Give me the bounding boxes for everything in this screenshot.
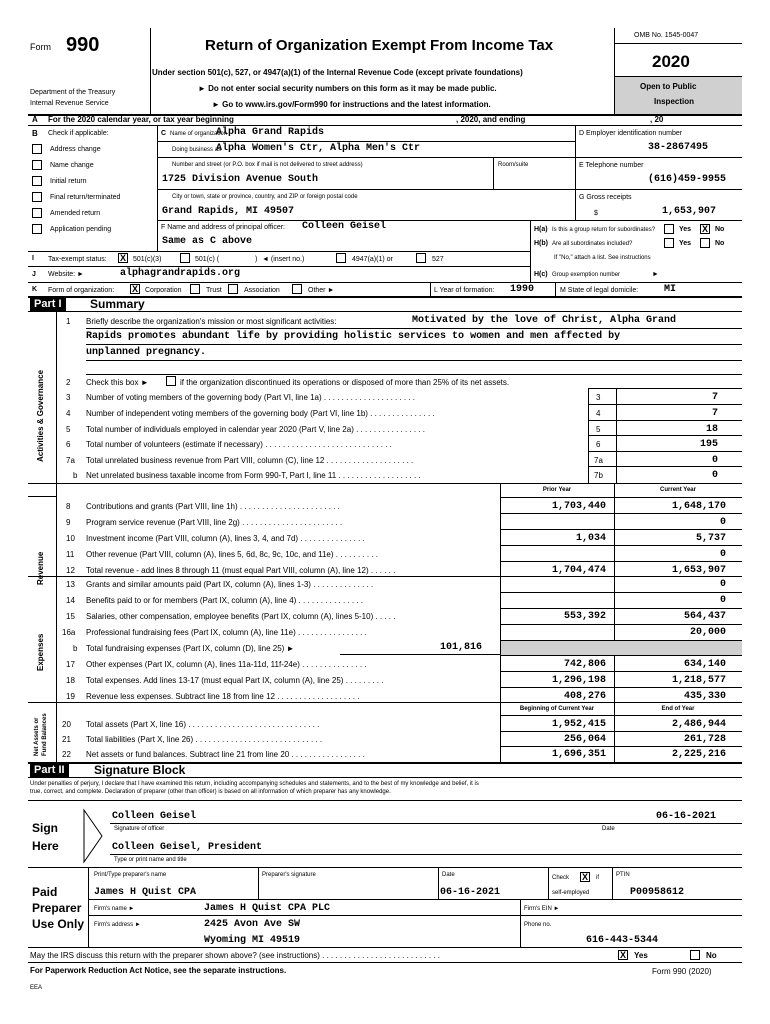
here-label: Here — [32, 839, 59, 853]
line-k-letter: K — [32, 286, 38, 293]
notice-irs-link: ► Go to www.irs.gov/Form990 for instructions and the latest information. — [212, 100, 491, 109]
corporation-label: Corporation — [145, 287, 182, 294]
section-b-letter: B — [32, 129, 38, 138]
line-a-end: , 20 — [650, 115, 664, 124]
ptin-label: PTIN — [616, 872, 630, 878]
col-beginning-year: Beginning of Current Year — [519, 706, 595, 712]
gov-line-text: Net unrelated business taxable income from Form 990-T, Part I, line 11 . . . . . . . . . . . . . . . . . . . — [86, 471, 421, 480]
exp-line-prior[interactable]: 742,806 — [563, 659, 606, 670]
form-title: Return of Organization Exempt From Income Tax — [205, 37, 554, 54]
preparer-signature-label: Preparer's signature — [262, 872, 316, 878]
officer-label: F Name and address of principal officer: — [161, 224, 285, 231]
date-label: Date — [602, 826, 615, 832]
exp-line-num: 17 — [66, 660, 75, 669]
h-note: If "No," attach a list. See instructions — [554, 255, 651, 261]
gov-line-num: 4 — [66, 409, 71, 418]
association-checkbox[interactable] — [228, 284, 238, 294]
inspection: Inspection — [654, 97, 695, 106]
paperwork-notice: For Paperwork Reduction Act Notice, see the separate instructions. — [30, 966, 287, 975]
line16b-value[interactable]: 101,816 — [440, 642, 483, 653]
527-checkbox[interactable] — [416, 253, 426, 263]
officer-signature[interactable]: Colleen Geisel — [112, 811, 197, 822]
exp-line-current[interactable]: 20,000 — [689, 627, 726, 638]
rev-line-current[interactable]: 0 — [719, 549, 726, 560]
discuss-yes-x: X — [619, 950, 626, 960]
ha-yes-checkbox[interactable] — [664, 224, 674, 234]
exp-line-text: Other expenses (Part IX, column (A), lines 11a-11d, 11f-24e) . . . . . . . . . . . . . . . — [86, 660, 367, 669]
omb-number: OMB No. 1545-0047 — [634, 32, 699, 39]
form-org-label: Form of organization: — [48, 287, 115, 294]
form-number: 990 — [66, 34, 100, 56]
rev-line-text: Investment income (Part VIII, column (A), lines 3, 4, and 7d) . . . . . . . . . . . . . . . — [86, 534, 365, 543]
officer-address[interactable]: Same as C above — [162, 236, 253, 247]
phone-no-label: Phone no. — [524, 922, 552, 928]
hb-yes-label: Yes — [679, 240, 692, 247]
exp-line-num: 13 — [66, 580, 75, 589]
paid-label: Paid — [32, 885, 58, 899]
city-state-zip[interactable]: Grand Rapids, MI 49507 — [162, 206, 295, 217]
side-expenses: Expenses — [36, 633, 45, 671]
discuss-yes-label: Yes — [634, 951, 648, 960]
sign-label: Sign — [32, 821, 58, 835]
room-suite-label: Room/suite — [498, 162, 529, 168]
line-j-letter: J — [32, 271, 36, 278]
rev-line-num: 8 — [66, 502, 71, 511]
gov-line-text: Total number of individuals employed in calendar year 2020 (Part V, line 2a) . . . . . . . . . . . . . . . . — [86, 425, 425, 434]
rev-line-num: 12 — [66, 566, 75, 575]
ein-label: D Employer identification number — [579, 130, 683, 137]
gov-line-num: 7a — [66, 456, 75, 465]
open-to-public: Open to Public — [640, 82, 697, 91]
col-end-year: End of Year — [661, 706, 695, 712]
net-line-end[interactable]: 261,728 — [683, 734, 726, 745]
exp-line-current[interactable]: 564,437 — [683, 611, 726, 622]
form-footer: Form 990 (2020) — [652, 967, 712, 976]
exp-line-prior[interactable]: 553,392 — [563, 611, 606, 622]
gov-line-text: Number of independent voting members of the governing body (Part VI, line 1b) . . . . . . . . . . . . . . . — [86, 409, 435, 418]
rev-line-text: Contributions and grants (Part VIII, line 1h) . . . . . . . . . . . . . . . . . . . . . . . — [86, 502, 340, 511]
exp-line-current[interactable]: 634,140 — [683, 659, 726, 670]
initial-return-label: Initial return — [50, 178, 87, 185]
website-label: Website: ► — [48, 271, 84, 278]
line1-text: Briefly describe the organization's mission or most significant activities: — [86, 317, 337, 326]
gov-line-num: 6 — [66, 440, 71, 449]
year-formation-label: L Year of formation: — [434, 287, 495, 294]
form-subtitle: Under section 501(c), 527, or 4947(a)(1) of the Internal Revenue Code (except private foundations) — [152, 68, 523, 77]
corporation-x: X — [131, 284, 138, 294]
mission-line3[interactable]: unplanned pregnancy. — [86, 347, 207, 358]
gross-receipts-label: G Gross receipts — [579, 194, 632, 201]
line-a-letter: A — [32, 115, 38, 124]
dba-label: Doing business as — [172, 147, 222, 153]
net-line-begin[interactable]: 256,064 — [563, 734, 606, 745]
exp-line-prior[interactable]: 1,296,198 — [551, 675, 606, 686]
self-employed-x: X — [581, 872, 588, 882]
trust-label: Trust — [206, 287, 222, 294]
dba-name[interactable]: Alpha Women's Ctr, Alpha Men's Ctr — [216, 143, 421, 154]
rev-line-prior[interactable]: 1,703,440 — [551, 501, 606, 512]
preparer-ptin[interactable]: P00958612 — [630, 887, 685, 898]
address-change-checkbox[interactable] — [32, 144, 42, 154]
rev-line-current[interactable]: 1,653,907 — [671, 565, 726, 576]
dept-line1: Department of the Treasury — [30, 89, 116, 96]
rev-line-text: Other revenue (Part VIII, column (A), lines 5, 6d, 8c, 9c, 10c, and 11e) . . . . . . . . . . — [86, 550, 378, 559]
line2-num: 2 — [66, 378, 71, 387]
year-formation-value[interactable]: 1990 — [510, 284, 535, 295]
officer-name[interactable]: Colleen Geisel — [302, 221, 387, 232]
form-label: Form — [30, 42, 51, 52]
part1-label: Part I — [30, 297, 66, 311]
gov-line-text: Total unrelated business revenue from Part VIII, column (C), line 12 . . . . . . . . . . . . . . . . . . . . — [86, 456, 414, 465]
discuss-yes-checkbox[interactable] — [618, 950, 628, 960]
perjury-line2: true, correct, and complete. Declaration of preparer (other than officer) is based on all information of which preparer has any knowledge. — [30, 789, 391, 795]
firm-name-label: Firm's name ► — [94, 906, 135, 912]
gov-line-value[interactable]: 0 — [711, 455, 718, 466]
501c3-checkbox[interactable] — [118, 253, 128, 263]
gross-receipts-value[interactable]: 1,653,907 — [662, 206, 717, 217]
discontinued-checkbox[interactable] — [166, 376, 176, 386]
org-name[interactable]: Alpha Grand Rapids — [216, 127, 325, 138]
501c-close: ) — [255, 256, 258, 263]
firm-ein-label: Firm's EIN ► — [524, 906, 560, 912]
other-checkbox[interactable] — [292, 284, 302, 294]
discuss-no-label: No — [706, 951, 717, 960]
side-net-assets: Net Assets or — [34, 717, 40, 756]
hc-arrow: ► — [652, 271, 659, 278]
side-revenue: Revenue — [36, 551, 45, 585]
sign-here-arrow-icon — [82, 806, 104, 866]
exp-line-text: Benefits paid to or for members (Part IX, column (A), line 4) . . . . . . . . . . . . . . . — [86, 596, 363, 605]
rev-line-text: Program service revenue (Part VIII, line 2g) . . . . . . . . . . . . . . . . . . . . . . . — [86, 518, 343, 527]
col-prior-year: Prior Year — [542, 487, 572, 493]
gov-line-box: 5 — [596, 425, 601, 434]
4947-label: 4947(a)(1) or — [352, 256, 393, 263]
name-change-checkbox[interactable] — [32, 160, 42, 170]
firm-address-line1[interactable]: 2425 Avon Ave SW — [204, 919, 301, 930]
gov-line-value[interactable]: 7 — [711, 408, 718, 419]
hc-text: Group exemption number — [552, 272, 621, 278]
section-c-letter: C — [161, 130, 167, 137]
501c-label: 501(c) ( — [195, 256, 220, 263]
line2-text: Check this box ► — [86, 378, 149, 387]
rev-line-num: 10 — [66, 534, 75, 543]
hb-text: Are all subordinates included? — [552, 241, 633, 247]
part2-label: Part II — [30, 763, 69, 777]
officer-signature-label: Signature of officer — [114, 826, 165, 832]
ha-label: H(a) — [534, 226, 548, 233]
net-line-text: Total assets (Part X, line 16) . . . . . . . . . . . . . . . . . . . . . . . . . . . . . . — [86, 720, 320, 729]
hb-yes-checkbox[interactable] — [664, 238, 674, 248]
ha-text: Is this a group return for subordinates? — [552, 227, 656, 233]
amended-return-checkbox[interactable] — [32, 208, 42, 218]
perjury-line1: Under penalties of perjury, I declare that I have examined this return, including accompanying schedules and statements, and to the best of my knowledge and belief, it is — [30, 781, 479, 787]
net-line-begin[interactable]: 1,696,351 — [551, 749, 606, 760]
preparer-date-label: Date — [442, 872, 455, 878]
gov-line-box: 7b — [594, 471, 603, 480]
hb-label: H(b) — [534, 240, 548, 247]
city-label: City or town, state or province, country, and ZIP or foreign postal code — [172, 194, 358, 200]
association-label: Association — [244, 287, 280, 294]
initial-return-checkbox[interactable] — [32, 176, 42, 186]
website-value[interactable]: alphagrandrapids.org — [120, 268, 241, 279]
ha-no-label: No — [715, 226, 725, 233]
gov-line-box: 7a — [594, 456, 603, 465]
tax-year: 2020 — [652, 52, 690, 71]
net-line-end[interactable]: 2,486,944 — [671, 719, 726, 730]
net-line-end[interactable]: 2,225,216 — [671, 749, 726, 760]
net-line-begin[interactable]: 1,952,415 — [551, 719, 606, 730]
phone-label: E Telephone number — [579, 162, 644, 169]
gov-line-value[interactable]: 7 — [711, 392, 718, 403]
col-current-year: Current Year — [660, 487, 696, 493]
address-change-label: Address change — [50, 146, 101, 153]
rev-line-text: Total revenue - add lines 8 through 11 (must equal Part VIII, column (A), line 12) . . . . . . — [86, 566, 396, 575]
exp-line-text: Total expenses. Add lines 13-17 (must equal Part IX, column (A), line 25) . . . . . . . . . — [86, 676, 384, 685]
4947-checkbox[interactable] — [336, 253, 346, 263]
line16b-text: Total fundraising expenses (Part IX, column (D), line 25) ► — [86, 644, 295, 653]
exp-line-num: 18 — [66, 676, 75, 685]
notice-ssn: ► Do not enter social security numbers on this form as it may be made public. — [198, 84, 497, 93]
firm-name[interactable]: James H Quist CPA PLC — [204, 903, 331, 914]
exp-line-current[interactable]: 1,218,577 — [671, 675, 726, 686]
use-only-label: Use Only — [32, 917, 85, 931]
gov-line-value[interactable]: 18 — [705, 424, 718, 435]
exp-line-text: Professional fundraising fees (Part IX, column (A), line 11e) . . . . . . . . . . . . . . . . — [86, 628, 367, 637]
preparer-date[interactable]: 06-16-2021 — [440, 887, 501, 898]
rev-line-current[interactable]: 5,737 — [695, 533, 726, 544]
ha-no-checkbox[interactable] — [700, 224, 710, 234]
side-governance: Activities & Governance — [36, 369, 45, 462]
exp-line-num: 14 — [66, 596, 75, 605]
preparer-name[interactable]: James H Quist CPA — [94, 887, 197, 898]
exp-line-num: 16a — [62, 628, 76, 637]
net-line-num: 22 — [62, 750, 71, 759]
net-line-text: Total liabilities (Part X, line 26) . . . . . . . . . . . . . . . . . . . . . . . . . . . . . — [86, 735, 323, 744]
net-line-num: 21 — [62, 735, 71, 744]
rev-line-current[interactable]: 0 — [719, 517, 726, 528]
street-label: Number and street (or P.O. box if mail is not delivered to street address) — [172, 162, 363, 168]
line-a-text: For the 2020 calendar year, or tax year beginning — [48, 115, 234, 124]
phone-value[interactable]: (616)459-9955 — [648, 174, 727, 185]
501c3-label: 501(c)(3) — [133, 256, 162, 263]
other-label: Other ► — [308, 287, 335, 294]
state-domicile-label: M State of legal domicile: — [560, 287, 639, 294]
gov-line-num: 3 — [66, 393, 71, 402]
gov-line-text: Number of voting members of the governing body (Part VI, line 1a) . . . . . . . . . . . . . . . . . . . . . — [86, 393, 416, 402]
self-employed-label: self-employed — [552, 890, 590, 896]
preparer-label: Preparer — [32, 901, 82, 915]
501c3-x: X — [119, 253, 126, 263]
org-name-label: Name of organization — [170, 131, 228, 137]
hb-no-checkbox[interactable] — [700, 238, 710, 248]
527-label: 527 — [432, 256, 444, 263]
ein-value[interactable]: 38-2867495 — [648, 142, 709, 153]
state-domicile-value[interactable]: MI — [664, 284, 677, 295]
amended-return-label: Amended return — [50, 210, 101, 217]
trust-checkbox[interactable] — [190, 284, 200, 294]
exp-line-text: Grants and similar amounts paid (Part IX, column (A), lines 1-3) . . . . . . . . . . . . . . — [86, 580, 374, 589]
exp-line-current[interactable]: 435,330 — [683, 691, 726, 702]
street-address[interactable]: 1725 Division Avenue South — [162, 174, 319, 185]
final-return-checkbox[interactable] — [32, 192, 42, 202]
discuss-question: May the IRS discuss this return with the preparer shown above? (see instructions) . . . . . . . . . . . . . . . . . . . . . . . . . . . — [30, 951, 440, 960]
name-title-label: Type or print name and title — [114, 857, 187, 863]
line-i-letter: I — [32, 255, 34, 262]
final-return-label: Final return/terminated — [50, 194, 121, 201]
mission-line2[interactable]: Rapids promotes abundant life by providing holistic services to women and men affected by — [86, 331, 621, 342]
mission-line1[interactable]: Motivated by the love of Christ, Alpha Grand — [412, 315, 677, 326]
check-label: Check — [552, 875, 570, 881]
preparer-name-label: Print/Type preparer's name — [94, 872, 167, 878]
gov-line-num: 5 — [66, 425, 71, 434]
dollar-sign: $ — [594, 210, 598, 217]
line-a-mid: , 2020, and ending — [456, 115, 526, 124]
gov-line-box: 3 — [596, 393, 601, 402]
ha-yes-label: Yes — [679, 226, 692, 233]
name-change-label: Name change — [50, 162, 94, 169]
exp-line-num: 19 — [66, 692, 75, 701]
exp-line-current[interactable]: 0 — [719, 595, 726, 606]
net-line-num: 20 — [62, 720, 71, 729]
hb-no-label: No — [715, 240, 725, 247]
firm-address-label: Firm's address ► — [94, 922, 141, 928]
insert-no: ◄ (insert no.) — [262, 256, 305, 263]
part1-title: Summary — [90, 297, 145, 311]
exp-line-text: Salaries, other compensation, employee benefits (Part IX, column (A), lines 5-10) . . . . . — [86, 612, 396, 621]
part2-title: Signature Block — [94, 763, 186, 777]
exp-line-prior[interactable]: 408,276 — [563, 691, 606, 702]
net-line-text: Net assets or fund balances. Subtract line 21 from line 20 . . . . . . . . . . . . . . . . . — [86, 750, 365, 759]
tax-exempt-label: Tax-exempt status: — [48, 256, 107, 263]
discuss-no-checkbox[interactable] — [690, 950, 700, 960]
rev-line-current[interactable]: 1,648,170 — [671, 501, 726, 512]
rev-line-num: 9 — [66, 518, 71, 527]
line1-num: 1 — [66, 317, 71, 326]
dept-line2: Internal Revenue Service — [30, 100, 109, 107]
gov-line-box: 6 — [596, 440, 601, 449]
rev-line-prior[interactable]: 1,034 — [575, 533, 606, 544]
line2-text2: if the organization discontinued its operations or disposed of more than 25% of its net assets. — [180, 378, 510, 387]
rev-line-prior[interactable]: 1,704,474 — [551, 565, 606, 576]
corporation-checkbox[interactable] — [130, 284, 140, 294]
gov-line-value[interactable]: 195 — [699, 439, 718, 450]
gov-line-num: b — [73, 471, 78, 480]
officer-name-title[interactable]: Colleen Geisel, President — [112, 842, 263, 853]
application-pending-checkbox[interactable] — [32, 224, 42, 234]
exp-line-text: Revenue less expenses. Subtract line 18 from line 12 . . . . . . . . . . . . . . . . . . . — [86, 692, 360, 701]
application-pending-label: Application pending — [50, 226, 112, 233]
rev-line-num: 11 — [66, 550, 75, 559]
exp-line-current[interactable]: 0 — [719, 579, 726, 590]
side-fund-balances: Fund Balances — [42, 713, 48, 756]
eea-label: EEA — [30, 985, 43, 991]
line16b-num: b — [73, 644, 78, 653]
exp-line-num: 15 — [66, 612, 75, 621]
firm-address-line2[interactable]: Wyoming MI 49519 — [204, 935, 301, 946]
hc-label: H(c) — [534, 271, 548, 278]
self-employed-checkbox[interactable] — [580, 872, 590, 882]
signature-date[interactable]: 06-16-2021 — [656, 811, 717, 822]
gov-line-box: 4 — [596, 409, 601, 418]
section-b-title: Check if applicable: — [48, 130, 109, 137]
preparer-phone[interactable]: 616-443-5344 — [586, 935, 659, 946]
gov-line-value[interactable]: 0 — [711, 470, 718, 481]
gov-line-text: Total number of volunteers (estimate if necessary) . . . . . . . . . . . . . . . . . . . . . . . . . . . . . — [86, 440, 392, 449]
if-label: if — [596, 875, 599, 881]
501c-checkbox[interactable] — [180, 253, 190, 263]
ha-no-x: X — [701, 224, 708, 234]
